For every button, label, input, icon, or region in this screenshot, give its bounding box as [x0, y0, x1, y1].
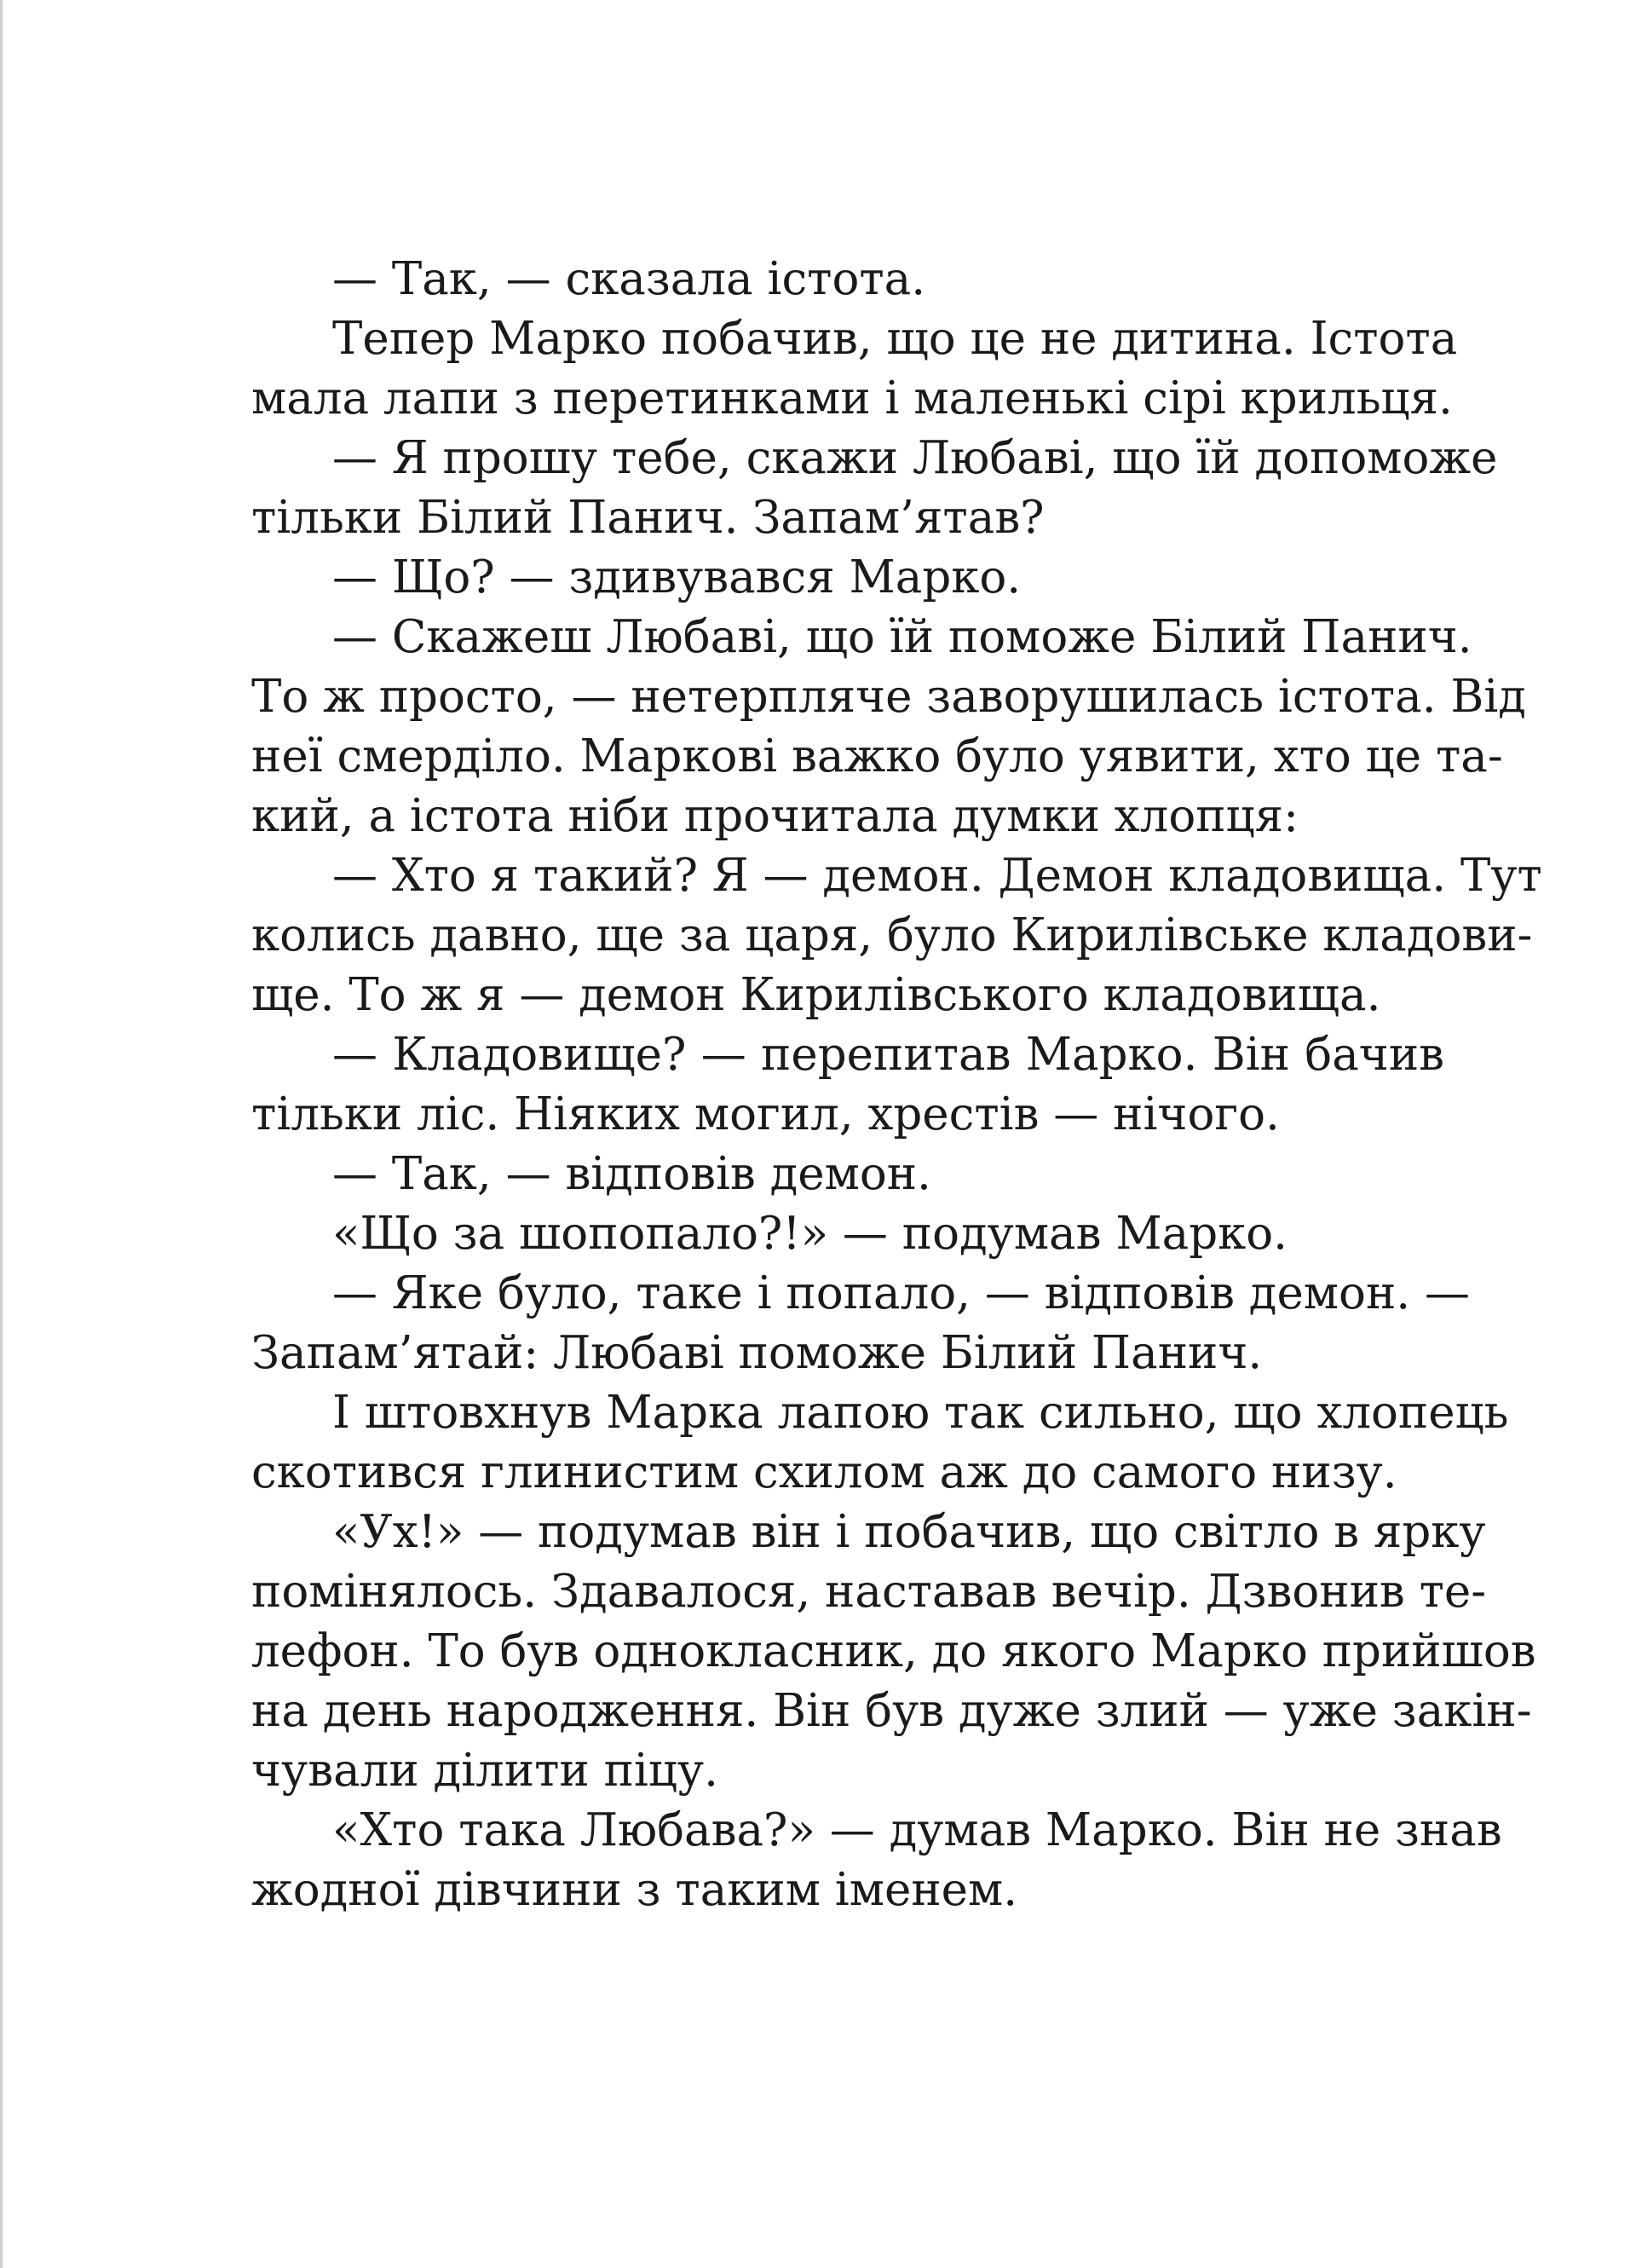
text-line: Тепер Марко побачив, що це не дитина. Істота — [332, 313, 1458, 365]
text-line: — Кладовище? — перепитав Марко. Він бачив — [332, 1029, 1444, 1081]
text-line: чували ділити піцу. — [251, 1745, 718, 1797]
text-line: «Хто така Любава?» — думав Марко. Він не знав — [332, 1804, 1502, 1856]
text-line: жодної дівчини з таким іменем. — [251, 1864, 1018, 1916]
text-line: тільки Білий Панич. Запам’ятав? — [251, 492, 1045, 544]
text-line: на день народження. Він був дуже злий — уже закін- — [251, 1685, 1532, 1737]
text-line: То ж просто, — нетерпляче заворушилась істота. Від — [251, 671, 1526, 723]
text-line: — Яке було, таке і попало, — відповів демон. — — [332, 1267, 1470, 1319]
text-line: ще. То ж я — демон Кирилівського кладовища. — [251, 969, 1381, 1021]
text-line: І штовхнув Марка лапою так сильно, що хлопець — [332, 1387, 1509, 1439]
text-line: помінялось. Здавалося, наставав вечір. Дзвонив те- — [251, 1566, 1487, 1618]
text-line: — Так, — сказала істота. — [332, 253, 926, 305]
text-line: — Що? — здивувався Марко. — [332, 551, 1022, 603]
text-line: лефон. То був однокласник, до якого Марко прийшов — [251, 1625, 1536, 1677]
page-body-text — [251, 250, 1542, 1920]
text-line: Запам’ятай: Любаві поможе Білий Панич. — [251, 1327, 1263, 1379]
text-line: неї смерділо. Маркові важко було уявити, хто це та- — [251, 730, 1503, 782]
text-line: тільки ліс. Ніяких могил, хрестів — нічого. — [251, 1088, 1280, 1140]
text-line: — Так, — відповів демон. — [332, 1148, 931, 1200]
text-line: — Скажеш Любаві, що їй поможе Білий Панич. — [332, 611, 1472, 663]
text-line: колись давно, ще за царя, було Кирилівське кладови- — [251, 909, 1533, 961]
text-line: «Ух!» — подумав він і побачив, що світло в ярку — [332, 1506, 1486, 1558]
text-line: кий, а істота ніби прочитала думки хлопця: — [251, 790, 1299, 842]
page-edge-rule — [0, 0, 3, 2268]
text-line: «Що за шопопало?!» — подумав Марко. — [332, 1208, 1287, 1260]
text-line: мала лапи з перетинками і маленькі сірі крильця. — [251, 372, 1453, 424]
text-line: скотився глинистим схилом аж до самого низу. — [251, 1446, 1397, 1498]
text-line: — Хто я такий? Я — демон. Демон кладовища. Тут — [332, 850, 1542, 902]
text-line: — Я прошу тебе, скажи Любаві, що їй допоможе — [332, 432, 1498, 484]
